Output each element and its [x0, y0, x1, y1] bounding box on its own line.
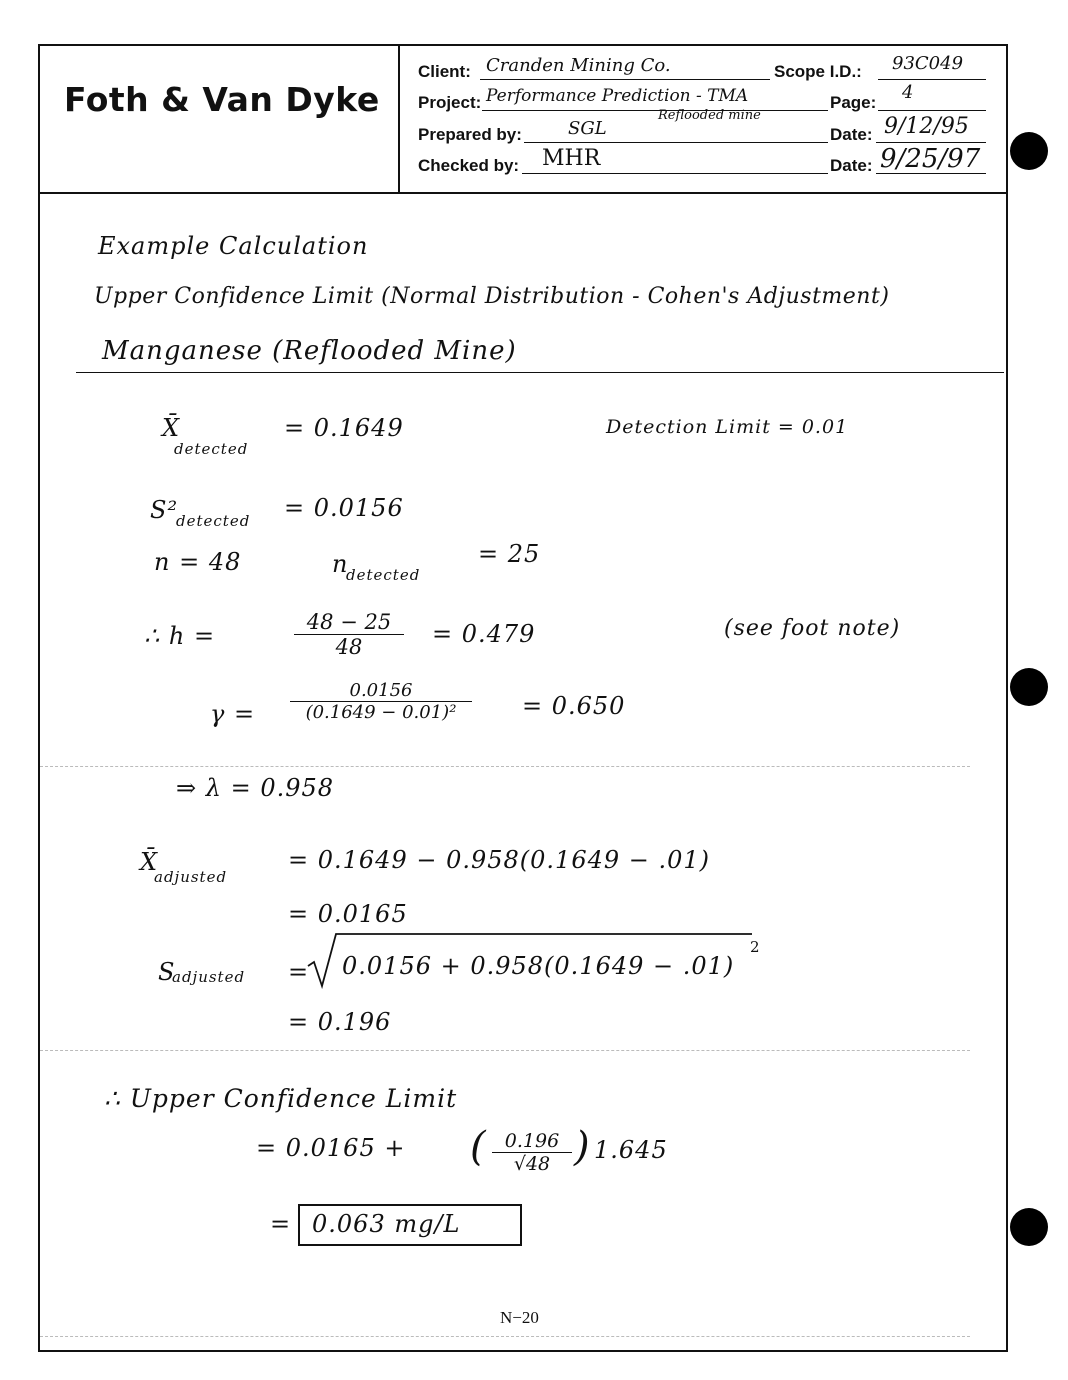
- checked-value: MHR: [542, 146, 601, 171]
- date-underline: [876, 142, 986, 143]
- s2-symbol: S²: [150, 496, 179, 524]
- h-lhs: ∴ h =: [144, 622, 216, 650]
- prepared-underline: [524, 142, 828, 143]
- binder-hole-middle: [1010, 668, 1048, 706]
- ucl-denominator: √48: [513, 1153, 551, 1175]
- gamma-lhs: γ =: [210, 700, 256, 728]
- detection-limit-note: Detection Limit = 0.01: [606, 416, 849, 438]
- logo-cell: [40, 46, 400, 192]
- sadj-radicand: 0.0156 + 0.958(0.1649 − .01): [342, 952, 735, 980]
- ndet-symbol: n: [332, 550, 349, 578]
- ucl-numerator: 0.196: [492, 1130, 572, 1153]
- ndet-value: = 25: [478, 540, 541, 568]
- xadj-result: = 0.0165: [288, 900, 408, 928]
- ucl-multiplier: 1.645: [594, 1136, 668, 1164]
- project-value-line2: Reflooded mine: [658, 108, 761, 123]
- scope-underline: [878, 79, 986, 80]
- prepared-label: Prepared by:: [418, 125, 522, 144]
- page-label: Page:: [830, 93, 877, 112]
- date2-value: 9/25/97: [880, 144, 981, 174]
- gamma-result: = 0.650: [522, 692, 626, 720]
- sadj-subscript: adjusted: [172, 968, 246, 986]
- project-label: Project:: [418, 93, 482, 112]
- sadj-result: = 0.196: [288, 1008, 392, 1036]
- date2-label: Date:: [830, 156, 873, 175]
- ucl-paren-close: ): [574, 1124, 590, 1170]
- page-code: N−20: [500, 1308, 539, 1327]
- checked-label: Checked by:: [418, 156, 520, 175]
- title-analyte: Manganese (Reflooded Mine): [102, 336, 517, 366]
- s2-value: = 0.0156: [284, 494, 404, 522]
- scope-value: 93C049: [892, 53, 964, 74]
- title-underline: [76, 372, 1004, 373]
- h-numerator: 48 − 25: [294, 610, 404, 635]
- h-denominator: 48: [335, 635, 363, 659]
- ucl-fraction: [492, 1130, 572, 1175]
- ucl-expression-prefix: = 0.0165 +: [256, 1134, 406, 1162]
- gamma-fraction: [290, 680, 472, 723]
- lambda-value: ⇒ λ = 0.958: [176, 774, 335, 802]
- scan-artifact-line: [40, 1336, 970, 1337]
- client-value: Cranden Mining Co.: [486, 55, 671, 76]
- sadj-symbol: S: [158, 958, 176, 986]
- xadj-subscript: adjusted: [154, 868, 228, 886]
- n-total: n = 48: [154, 548, 242, 576]
- company-logo-text: Foth & Van Dyke: [64, 80, 380, 119]
- scope-label: Scope I.D.:: [774, 62, 862, 81]
- project-value: Performance Prediction - TMA: [486, 86, 749, 106]
- ucl-paren-open: (: [470, 1124, 486, 1170]
- xadj-expression: = 0.1649 − 0.958(0.1649 − .01): [288, 846, 711, 874]
- ndet-subscript: detected: [346, 566, 421, 584]
- ucl-result-box: [298, 1204, 522, 1246]
- date-label: Date:: [830, 125, 873, 144]
- ucl-result-equals: =: [270, 1210, 292, 1238]
- gamma-denominator: (0.1649 − 0.01)²: [305, 702, 457, 723]
- title-ucl-method: Upper Confidence Limit (Normal Distribution - Cohen's Adjustment): [94, 284, 890, 309]
- gamma-numerator: 0.0156: [290, 680, 472, 702]
- xbar-subscript: detected: [174, 440, 249, 458]
- h-fraction: [294, 610, 404, 659]
- sadj-exponent: 2: [750, 938, 761, 956]
- client-label: Client:: [418, 62, 471, 81]
- page-value: 4: [902, 82, 914, 103]
- ucl-label: ∴ Upper Confidence Limit: [104, 1084, 458, 1113]
- xbar-symbol: X̄: [162, 414, 181, 442]
- s2-subscript: detected: [176, 512, 251, 530]
- date-value: 9/12/95: [884, 114, 969, 139]
- checked-underline: [522, 173, 828, 174]
- scan-artifact-line: [40, 1050, 970, 1051]
- title-example-calculation: Example Calculation: [98, 232, 369, 260]
- prepared-value: SGL: [568, 118, 607, 139]
- client-underline: [480, 79, 770, 80]
- footnote-reference: (see foot note): [724, 616, 901, 641]
- page-underline: [878, 110, 986, 111]
- xbar-value: = 0.1649: [284, 414, 404, 442]
- project-underline: [482, 110, 828, 111]
- scan-artifact-line: [40, 766, 970, 767]
- ucl-result-value: 0.063 mg/L: [312, 1210, 461, 1238]
- sheet-header: [40, 46, 1006, 194]
- h-result: = 0.479: [432, 620, 536, 648]
- binder-hole-top: [1010, 132, 1048, 170]
- sadj-equals: =: [288, 958, 310, 986]
- xadj-symbol: X̄: [140, 848, 159, 876]
- binder-hole-bottom: [1010, 1208, 1048, 1246]
